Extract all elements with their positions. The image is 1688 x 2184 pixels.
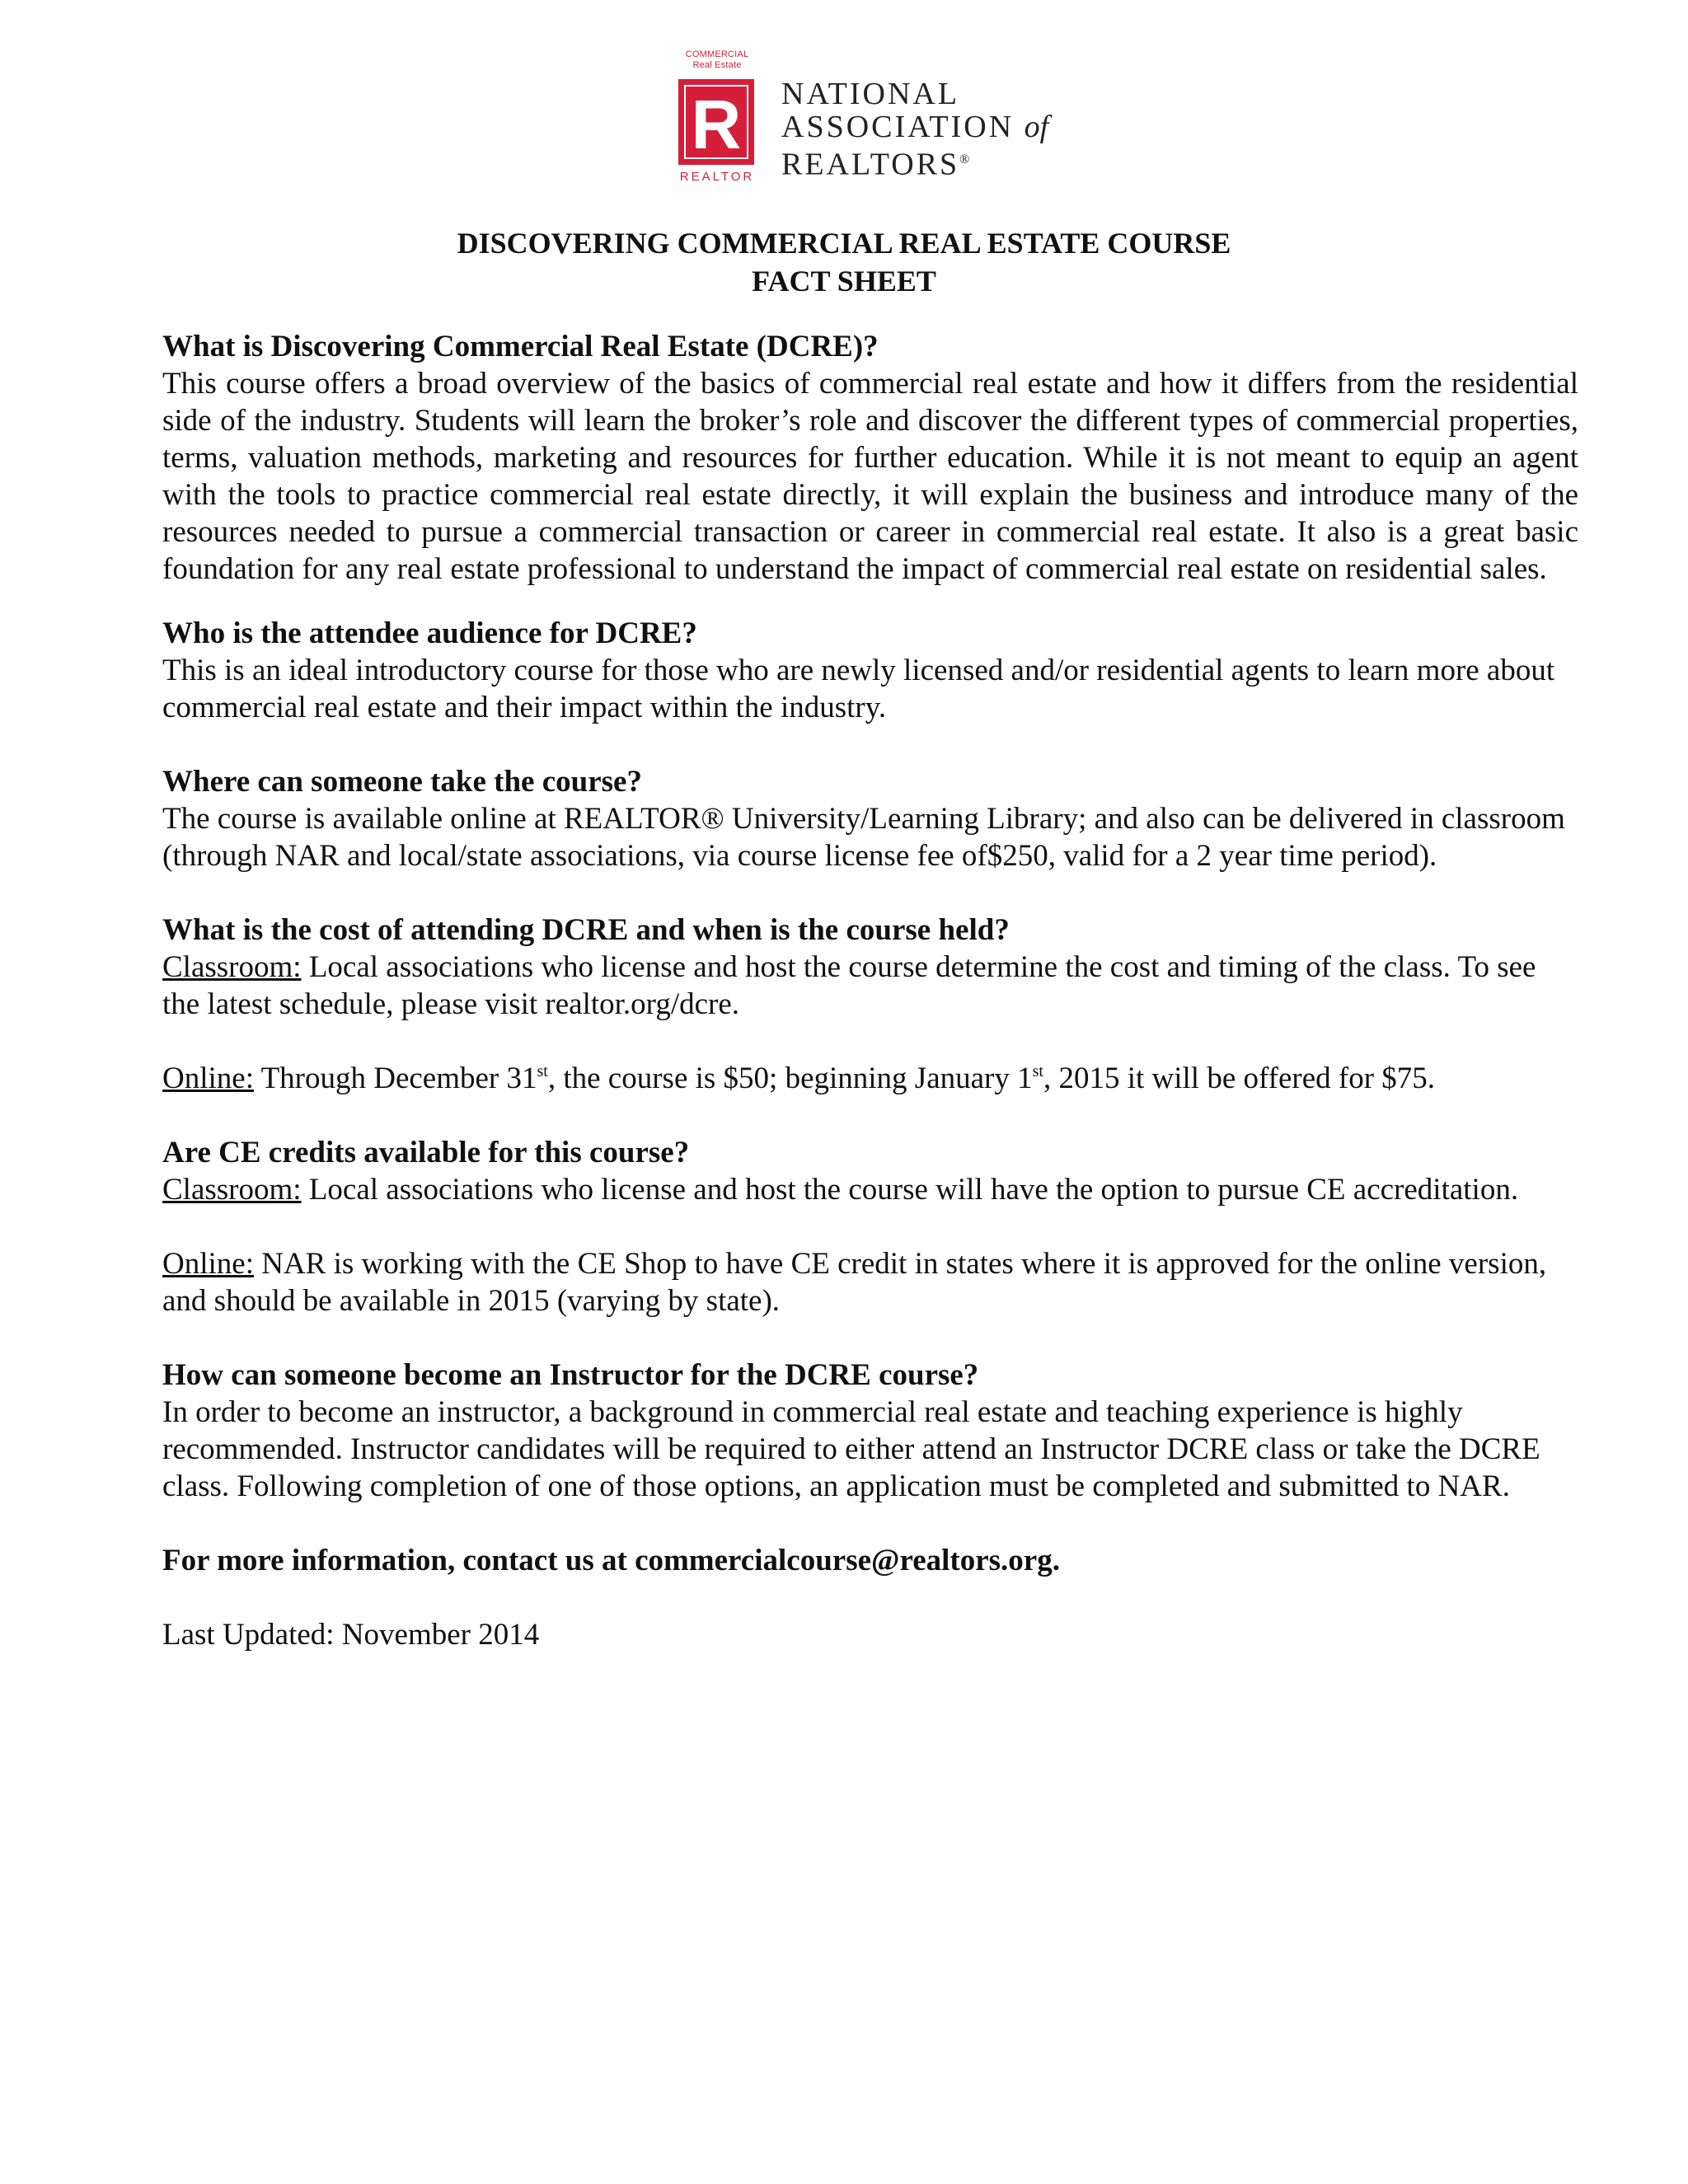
online-label: Online: bbox=[162, 1247, 254, 1281]
classroom-label: Classroom: bbox=[162, 1173, 302, 1207]
section-heading: Where can someone take the course? bbox=[162, 765, 642, 799]
classroom-label: Classroom: bbox=[162, 950, 302, 984]
section-heading: Are CE credits available for this course? bbox=[162, 1136, 690, 1169]
online-label: Online: bbox=[162, 1062, 254, 1095]
document-title bbox=[0, 224, 1688, 300]
section-heading: How can someone become an Instructor for the DCRE course? bbox=[162, 1358, 979, 1392]
title-line-1: DISCOVERING COMMERCIAL REAL ESTATE COURSE bbox=[457, 227, 1231, 260]
section-paragraph: This course offers a broad overview of the basics of commercial real estate and how it differs from the residential side of the industry. Students will learn the broker’s role and discover the different types of commercial properties, terms, valuation methods, marketing and resources for further education. While it is not meant to equip an agent with the tools to practice commercial real estate directly, it will explain the business and introduce many of the resources needed to pursue a commercial transaction or career in commercial real estate. It also is a great basic foundation for any real estate professional to understand the impact of commercial real estate on residential sales. bbox=[162, 367, 1578, 586]
document-body bbox=[162, 328, 1578, 1653]
contact-line: For more information, contact us at commercialcourse@realtors.org. bbox=[162, 1544, 1060, 1577]
last-updated: Last Updated: November 2014 bbox=[162, 1618, 540, 1652]
section-heading: Who is the attendee audience for DCRE? bbox=[162, 616, 697, 650]
section-paragraph: Online: NAR is working with the CE Shop to have CE credit in states where it is approved for the online version, and should be available in 2015 (varying by state). bbox=[162, 1247, 1547, 1318]
section-paragraph: This is an ideal introductory course for those who are newly licensed and/or residential agents to learn more about commercial real estate and their impact within the industry. bbox=[162, 654, 1555, 724]
section-paragraph: Classroom: Local associations who license and host the course will have the option to pursue CE accreditation. bbox=[162, 1173, 1519, 1207]
realtor-r-icon bbox=[678, 79, 754, 165]
logo-commercial-tag: COMMERCIAL Real Estate bbox=[685, 49, 749, 70]
logo-realtor-label: REALTOR bbox=[679, 170, 755, 184]
section-paragraph: The course is available online at REALTOR® University/Learning Library; and also can be delivered in classroom (through NAR and local/state associations, via course license fee of$250, valid for a 2 year time period). bbox=[162, 802, 1565, 873]
title-line-2: FACT SHEET bbox=[752, 265, 936, 298]
nar-logo bbox=[676, 48, 1071, 193]
logo-wordmark: NATIONAL ASSOCIATION of REALTORS® bbox=[781, 77, 1049, 182]
section-paragraph: In order to become an instructor, a background in commercial real estate and teaching experience is highly recommended. Instructor candidates will be required to either attend an Instructor DCRE class or take the DCRE class. Following completion of one of those options, an application must be completed and submitted to NAR. bbox=[162, 1395, 1540, 1503]
section-paragraph: Online: Through December 31st, the course is $50; beginning January 1st, 2015 it will be offered for $75. bbox=[162, 1062, 1436, 1095]
section-paragraph: Classroom: Local associations who license and host the course determine the cost and timing of the class. To see the latest schedule, please visit realtor.org/dcre. bbox=[162, 950, 1536, 1021]
svg-text:R: R bbox=[691, 86, 742, 163]
section-heading: What is Discovering Commercial Real Estate (DCRE)? bbox=[162, 330, 879, 363]
section-heading: What is the cost of attending DCRE and when is the course held? bbox=[162, 913, 1010, 947]
